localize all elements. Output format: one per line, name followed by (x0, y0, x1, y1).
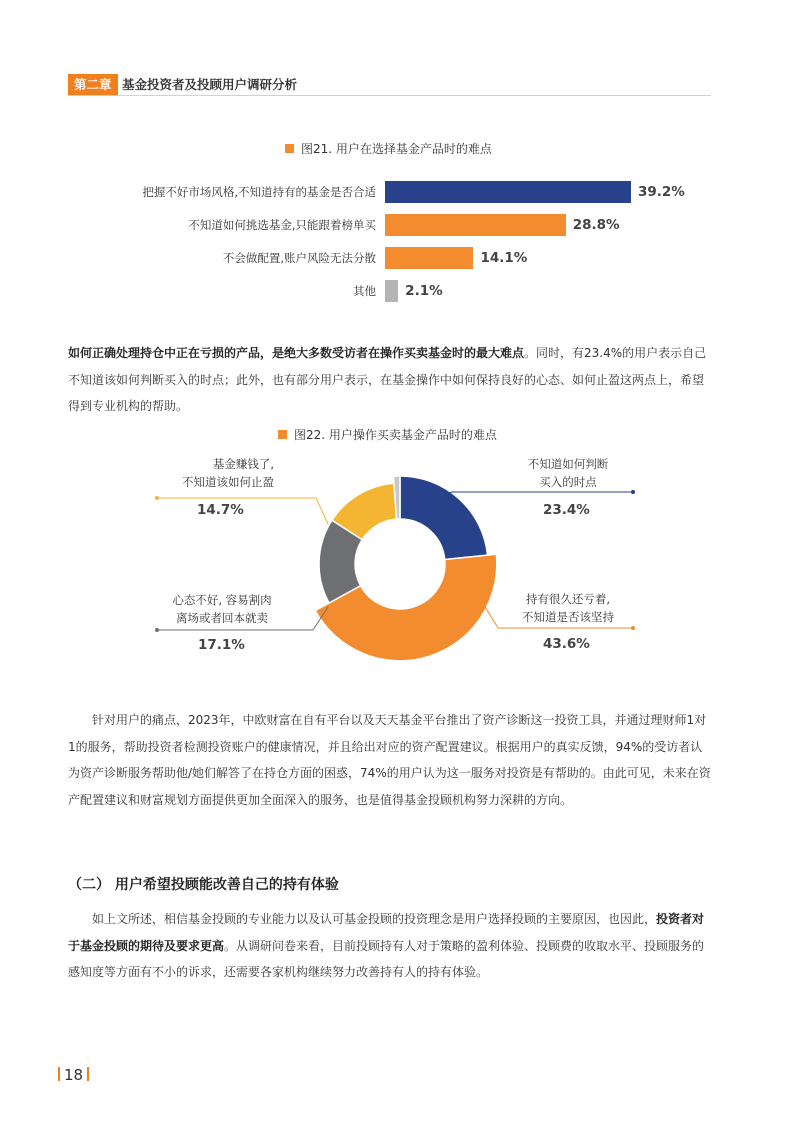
paragraph-2: 针对用户的痛点，2023年，中欧财富在自有平台以及天天基金平台推出了资产诊断这一投资工具，并通过理财师1对1的服务，帮助投资者检测投资账户的健康情况，并且给出对应的资产配置建议。根据用户的真实反馈，94%的受访者认为资产诊断服务帮助他/她们解答了在持仓方面的困惑，74%的用户认为这一服务对投资是有帮助的。由此可见，未来在资产配置建议和财富规划方面提供更加全面深入的服务，也是值得基金投顾机构努力深耕的方向。 (68, 713, 711, 807)
chapter-title: 基金投资者及投顾用户调研分析 (122, 77, 298, 92)
bar-category-label: 不知道如何挑选基金,只能跟着榜单买 (188, 218, 376, 232)
bar (385, 214, 566, 236)
bar-row (0, 247, 793, 269)
leader-dot (631, 490, 635, 494)
callout-take-profit-value: 14.7% (197, 502, 244, 518)
paragraph-1-text: 。同时，有23.4%的用户表示自己不知道该如何判断买入的时点；此外，也有部分用户表示，在基金操作中如何保持良好的心态、如何止盈这两点上，希望得到专业机构的帮助。 (68, 346, 707, 413)
bar (385, 181, 631, 203)
callout-hold-loss-value: 43.6% (543, 636, 590, 652)
bar-value-label: 2.1% (405, 283, 443, 299)
figure-22-title: 图22. 用户操作买卖基金产品时的难点 (278, 427, 497, 443)
paragraph-1 (68, 340, 711, 420)
page-number: 18 (54, 1066, 93, 1084)
paragraph-3: 如上文所述，相信基金投顾的专业能力以及认可基金投顾的投资理念是用户选择投顾的主要原因，也因此，投资者对于基金投顾的期待及要求更高。从调研问卷来看，目前投顾持有人对于策略的盈利体验、投顾费的收取水平、投顾服务的感知度等方面有不小的诉求，还需要各家机构继续努力改善持有人的持有体验。 (68, 912, 705, 979)
bar-value-label: 14.1% (480, 250, 528, 266)
bar-category-label: 不会做配置,账户风险无法分散 (222, 251, 376, 265)
bar-category-label: 把握不好市场风格,不知道持有的基金是否合适 (142, 185, 376, 199)
leader-dot (155, 496, 159, 500)
page-divider-left (58, 1067, 60, 1081)
callout-mindset-value: 17.1% (198, 637, 245, 653)
leader-dot (155, 628, 159, 632)
legend-square-icon (278, 430, 287, 439)
bar-value-label: 39.2% (638, 184, 685, 200)
figure-21-title: 图21. 用户在选择基金产品时的难点 (285, 141, 492, 157)
chapter-header (68, 74, 711, 96)
donut-slice (400, 476, 488, 559)
callout-hold-loss: 持有很久还亏着, 不知道是否该坚持 (522, 592, 614, 624)
callout-buy-timing-value: 23.4% (543, 502, 590, 518)
callout-take-profit: 基金赚钱了, 不知道该如何止盈 (182, 457, 274, 489)
leader-buy-timing (437, 492, 633, 497)
bar (385, 280, 398, 302)
donut-chart (0, 460, 793, 660)
chapter-tag: 第二章 (68, 74, 118, 95)
paragraph-1-bold: 如何正确处理持仓中正在亏损的产品，是绝大多数受访者在操作买卖基金时的最大难点 (68, 346, 525, 360)
legend-square-icon (285, 144, 294, 153)
paragraph-3-bold: 投资者对于基金投顾的期待及要求更高 (68, 912, 705, 953)
page-divider-right (87, 1067, 89, 1081)
callout-mindset: 心态不好, 容易割肉 离场或者回本就卖 (172, 593, 272, 625)
leader-dot (631, 626, 635, 630)
bar-row (0, 214, 793, 236)
bar (385, 247, 473, 269)
callout-buy-timing: 不知道如何判断 买入的时点 (527, 457, 609, 489)
section-heading: （二） 用户希望投顾能改善自己的持有体验 (68, 877, 339, 893)
bar-row (0, 280, 793, 302)
bar-category-label: 其他 (353, 284, 376, 298)
bar-value-label: 28.8% (572, 217, 620, 233)
bar-row (0, 181, 793, 203)
